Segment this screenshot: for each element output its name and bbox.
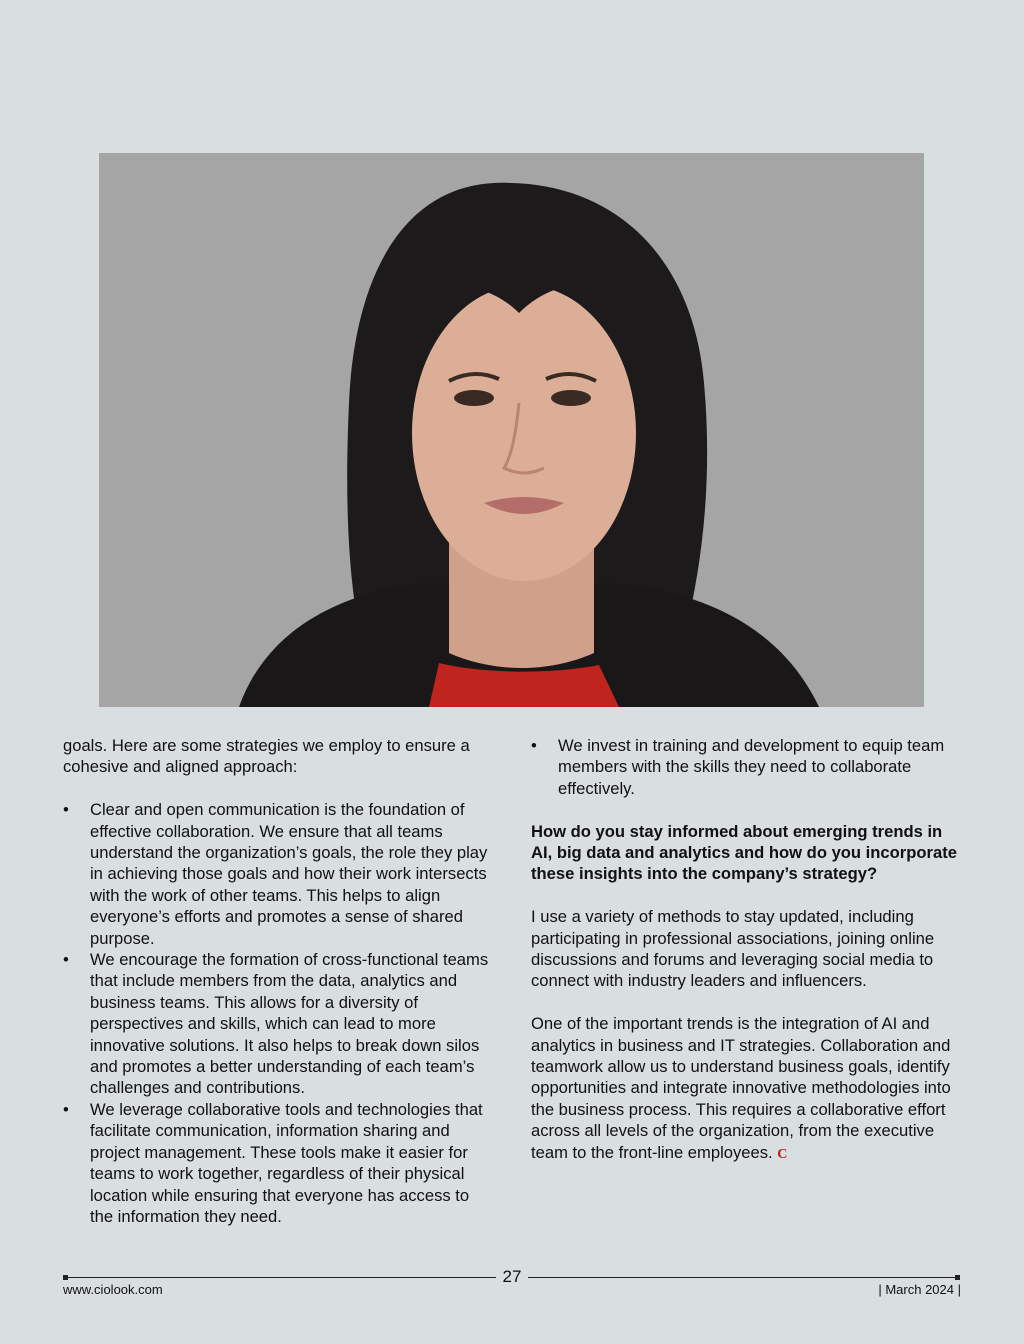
list-item-text: We encourage the formation of cross-functional teams that include members from the data, analytics and business teams. This allows for a diversity of perspectives and skills, which can lead to more innovative solutions. It also helps to break down silos and promotes a better understanding of each team’s challenges and contributions. — [90, 950, 489, 1098]
list-item-text: Clear and open communication is the foundation of effective collaboration. We ensure that all teams understand the organization’s goals, the role they play in achieving those goals and how their work intersects with the work of other teams. This helps to align everyone’s efforts and promotes a sense of shared purpose. — [90, 800, 488, 948]
bullet-icon: • — [531, 736, 537, 755]
footer-rule-dot-right — [955, 1275, 960, 1280]
bullet-icon: • — [63, 950, 69, 970]
answer-paragraph: I use a variety of methods to stay updated, including participating in professional associations, joining online discussions and forums and leveraging social media to connect with industry leaders and influencers. — [531, 907, 935, 991]
interview-question: How do you stay informed about emerging trends in AI, big data and analytics and how do you incorporate these insights into the company’s strategy? — [531, 821, 957, 884]
end-mark-icon: C — [777, 1146, 788, 1162]
website-url: www.ciolook.com — [63, 1282, 163, 1297]
intro-paragraph: goals. Here are some strategies we employ to ensure a cohesive and aligned approach: — [63, 736, 470, 777]
answer-text: One of the important trends is the integration of AI and analytics in business and IT strategies. Collaboration and teamwork allow us to understand business goals, identify opportunities and integrate innovative methodologies into the business process. This requires a collaborative effort across all levels of the organization, from the executive team to the front-line employees. — [531, 1014, 951, 1162]
issue-date: | March 2024 | — [878, 1282, 961, 1297]
list-item-text: We invest in training and development to equip team members with the skills they need to collaborate effectively. — [558, 736, 945, 798]
list-item-text: We leverage collaborative tools and technologies that facilitate communication, information sharing and project management. These tools make it easier for teams to work together, regardless of their physical location while ensuring that everyone has access to the information they need. — [90, 1099, 483, 1226]
left-column — [63, 735, 493, 1227]
right-column — [531, 735, 963, 1165]
strategy-list-continued — [531, 735, 963, 799]
footer-rule-dot-left — [63, 1275, 68, 1280]
portrait-illustration — [99, 153, 924, 707]
page-number: 27 — [496, 1266, 528, 1288]
list-item — [63, 799, 493, 949]
list-item — [63, 949, 493, 1099]
list-item — [531, 735, 963, 799]
strategy-list — [63, 799, 493, 1227]
answer-paragraph-final — [531, 1013, 963, 1165]
bullet-icon: • — [63, 1099, 69, 1119]
list-item — [63, 1099, 493, 1227]
bullet-icon: • — [63, 800, 69, 820]
portrait-photo — [99, 153, 924, 707]
